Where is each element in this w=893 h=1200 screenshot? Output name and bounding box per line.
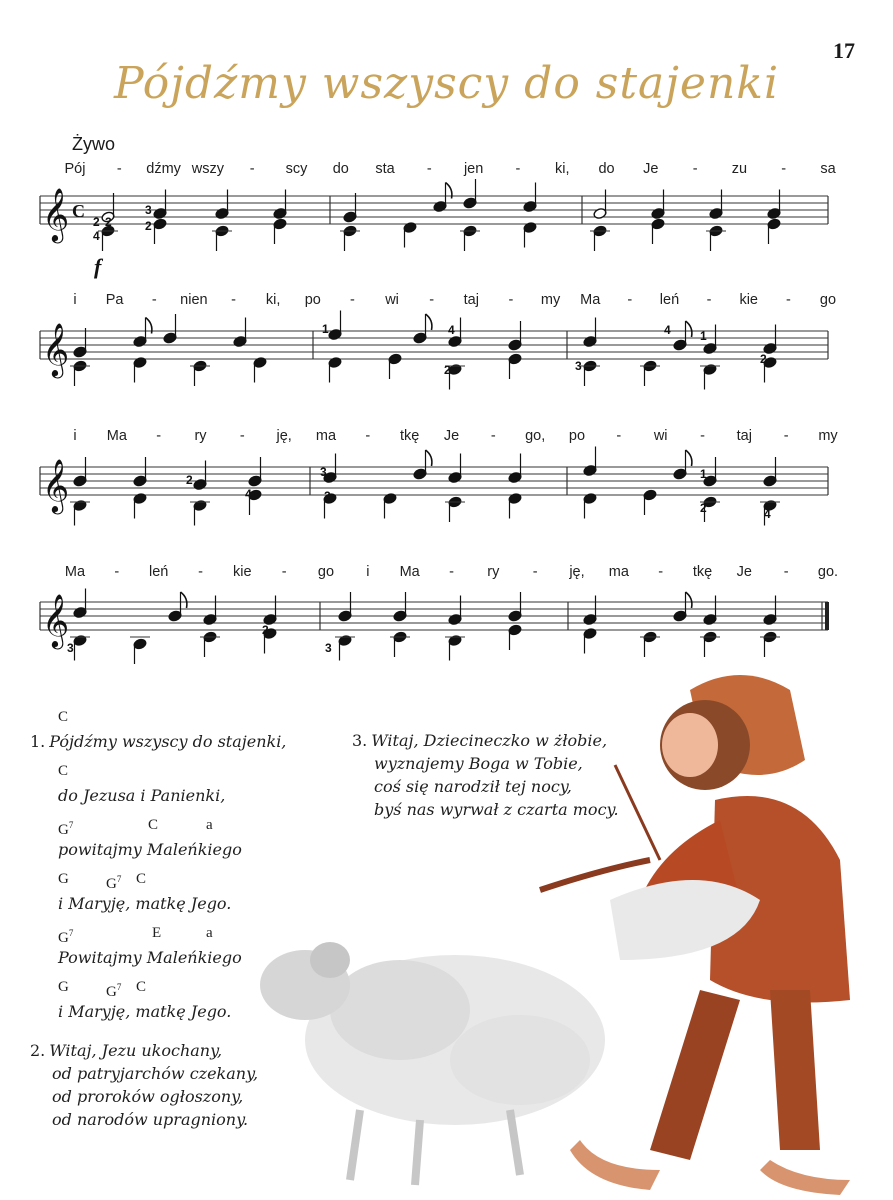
fingering-number: 1	[700, 467, 707, 481]
chord-symbol: C	[136, 979, 147, 995]
lyric-syllable: nien	[180, 292, 208, 308]
chord-symbol: E	[152, 925, 162, 941]
fingering-number: 2	[145, 219, 152, 233]
chord-line	[30, 976, 340, 998]
fingering-number: 4	[93, 229, 100, 243]
chord-symbol: C	[148, 817, 159, 833]
lyric-syllable: -	[198, 564, 203, 580]
treble-clef: 𝄞	[42, 593, 70, 647]
chord-symbol: G	[58, 979, 69, 995]
verse-line: i Maryję, matkę Jego.	[58, 894, 232, 913]
lyric-syllable: -	[783, 564, 789, 580]
lyric-syllable: do	[598, 161, 615, 177]
verse-line: 3. Witaj, Dziecineczko w żłobie,	[352, 731, 608, 750]
fingering-number: 2	[186, 473, 193, 487]
lyric-syllable: zu	[731, 161, 748, 177]
fingering-number: 4	[664, 323, 671, 337]
lyric-syllable: Ma	[64, 564, 86, 580]
lyric-syllable: -	[349, 292, 355, 308]
lyric-syllable: Je	[736, 564, 752, 580]
verse-line: do Jezusa i Panienki,	[58, 786, 226, 805]
verse-2	[30, 1040, 350, 1132]
lyric-syllable: taj	[463, 292, 479, 308]
chord-symbol: G	[58, 871, 69, 887]
chord-line	[30, 760, 340, 782]
fingering-number: 2	[105, 215, 112, 229]
fingering-number: 2	[324, 489, 331, 503]
lyric-syllable: my	[540, 292, 561, 308]
chord-line	[30, 706, 340, 728]
lyric-syllable: -	[781, 161, 787, 177]
verse-line: 1. Pójdźmy wszyscy do stajenki,	[30, 732, 287, 751]
lyric-syllable: -	[429, 292, 435, 308]
fingering-number: 2	[93, 215, 100, 229]
lyric-syllable: i	[366, 564, 370, 580]
lyric-syllable: go.	[817, 564, 839, 580]
lyric-syllable: -	[281, 564, 287, 580]
lyric-syllable: -	[658, 564, 664, 580]
chord-symbol: $G^7$	[58, 820, 74, 838]
lyric-syllable: ki,	[265, 292, 281, 308]
chord-symbol: C	[58, 709, 69, 725]
verse-line: Powitajmy Maleńkiego	[58, 948, 242, 967]
fingering-number: 3	[320, 465, 327, 479]
lyric-syllable: go	[819, 292, 837, 308]
verse-3	[352, 730, 672, 822]
lyric-syllable: -	[365, 428, 371, 444]
verse-line: wyznajemy Boga w Tobie,	[374, 754, 583, 773]
lyric-syllable: ki,	[554, 161, 570, 177]
lyric-syllable: -	[151, 292, 157, 308]
chord-symbol: a	[206, 817, 213, 833]
lyric-syllable: -	[706, 292, 712, 308]
chord-symbol: $G^7$	[106, 874, 122, 892]
verse-line: i Maryję, matkę Jego.	[58, 1002, 232, 1021]
fingering-number: 4	[245, 487, 252, 501]
lyric-syllable: -	[783, 428, 789, 444]
song-title: Pójdźmy wszyscy do stajenki	[113, 58, 780, 109]
common-time: C	[72, 201, 85, 222]
lyric-syllable: do	[332, 161, 349, 177]
lyric-syllable: po	[568, 428, 586, 444]
verse-number: 3.	[352, 731, 368, 750]
fingering-number: 2	[262, 623, 269, 637]
lyric-syllable: -	[156, 428, 162, 444]
lyric-syllable: Ma	[399, 564, 420, 580]
lyric-syllable: leń	[148, 564, 169, 580]
chord-symbol: $G^7$	[58, 928, 74, 946]
treble-clef: 𝄞	[42, 322, 70, 376]
fingering-number: 2	[700, 501, 707, 515]
lyric-syllable: kie	[739, 292, 759, 308]
fingering-number: 3	[325, 641, 332, 655]
lyric-syllable: i	[73, 292, 77, 308]
lyric-syllable: taj	[736, 428, 752, 444]
lyric-syllable: -	[508, 292, 514, 308]
lyric-syllable: wi	[385, 292, 399, 308]
verse-line: coś się narodził tej nocy,	[374, 777, 572, 796]
verse-1	[30, 706, 340, 1030]
chord-line	[30, 922, 340, 944]
lyric-syllable: -	[616, 428, 622, 444]
lyric-syllable: go,	[525, 428, 546, 444]
lyric-syllable: Pa	[105, 292, 124, 308]
lyric-syllable: kie	[233, 564, 252, 580]
chord-symbol: a	[206, 925, 213, 941]
fingering-number: 4	[764, 507, 771, 521]
lyric-syllable: ma	[608, 564, 629, 580]
lyric-syllable: leń	[659, 292, 680, 308]
fingering-number: 1	[322, 322, 329, 336]
lyric-syllable: tkę	[692, 564, 713, 580]
lyric-syllable: my	[818, 428, 838, 444]
verse-line: powitajmy Maleńkiego	[58, 840, 242, 859]
treble-clef: 𝄞	[42, 187, 70, 241]
lyric-syllable: Je	[443, 428, 460, 444]
lyric-syllable: Ma	[580, 292, 601, 308]
lyric-syllable: sa	[820, 161, 836, 177]
chord-line	[30, 868, 340, 890]
lyric-syllable: Je	[643, 161, 659, 177]
lyric-syllable: -	[515, 161, 521, 177]
page-number: 17	[833, 38, 855, 63]
lyric-syllable: -	[627, 292, 633, 308]
lyric-syllable: -	[116, 161, 122, 177]
lyric-syllable: ry	[194, 428, 207, 444]
lyric-syllable: ję,	[276, 428, 292, 444]
chord-symbol: $G^7$	[106, 982, 122, 1000]
verse-line: od narodów upragniony.	[52, 1110, 249, 1129]
lyric-syllable: jen	[463, 161, 484, 177]
fingering-number: 3	[575, 359, 582, 373]
lyric-syllable: -	[532, 564, 538, 580]
lyric-syllable: -	[449, 564, 454, 580]
lyric-syllable: po	[304, 292, 321, 308]
verse-number: 2.	[30, 1041, 46, 1060]
tempo-marking: Żywo	[72, 134, 116, 154]
lyric-syllable: -	[249, 161, 255, 177]
treble-clef: 𝄞	[42, 458, 70, 512]
lyric-syllable: -	[692, 161, 698, 177]
verse-line: byś nas wyrwał z czarta mocy.	[374, 800, 619, 819]
dynamic-marking: f	[94, 254, 102, 279]
lyric-syllable: -	[700, 428, 705, 444]
verse-number: 1.	[30, 732, 46, 751]
lyric-syllable: -	[785, 292, 791, 308]
lyric-syllable: -	[231, 292, 236, 308]
fingering-number: 3	[145, 203, 152, 217]
chord-symbol: C	[58, 763, 69, 779]
verse-line: 2. Witaj, Jezu ukochany,	[30, 1041, 223, 1060]
lyric-syllable: ry	[487, 564, 500, 580]
lyric-syllable: scy	[285, 161, 308, 177]
lyric-syllable: tkę	[399, 428, 420, 444]
lyric-syllable: ma	[315, 428, 337, 444]
lyric-syllable: -	[490, 428, 496, 444]
lyric-syllable: ję,	[569, 564, 585, 580]
lyric-syllable: wszy	[191, 161, 224, 177]
fingering-number: 1	[700, 329, 707, 343]
lyric-syllable: dźmy	[146, 161, 181, 177]
lyric-syllable: -	[114, 564, 120, 580]
fingering-number: 3	[67, 641, 74, 655]
lyric-syllable: -	[239, 428, 245, 444]
lyric-syllable: i	[73, 428, 77, 444]
lyric-syllable: sta	[375, 161, 395, 177]
lyric-syllable: Ma	[106, 428, 127, 444]
lyric-syllable: -	[426, 161, 432, 177]
fingering-number: 4	[448, 323, 455, 337]
verse-line: od patryjarchów czekany,	[52, 1064, 259, 1083]
chord-symbol: C	[136, 871, 147, 887]
lyric-syllable: wi	[653, 428, 668, 444]
fingering-number: 2	[760, 352, 767, 366]
fingering-number: 2	[444, 363, 451, 377]
lyric-syllable: go	[317, 564, 335, 580]
chord-line	[30, 814, 340, 836]
lyric-syllable: Pój	[64, 161, 86, 177]
verse-line: od proroków ogłoszony,	[52, 1087, 244, 1106]
